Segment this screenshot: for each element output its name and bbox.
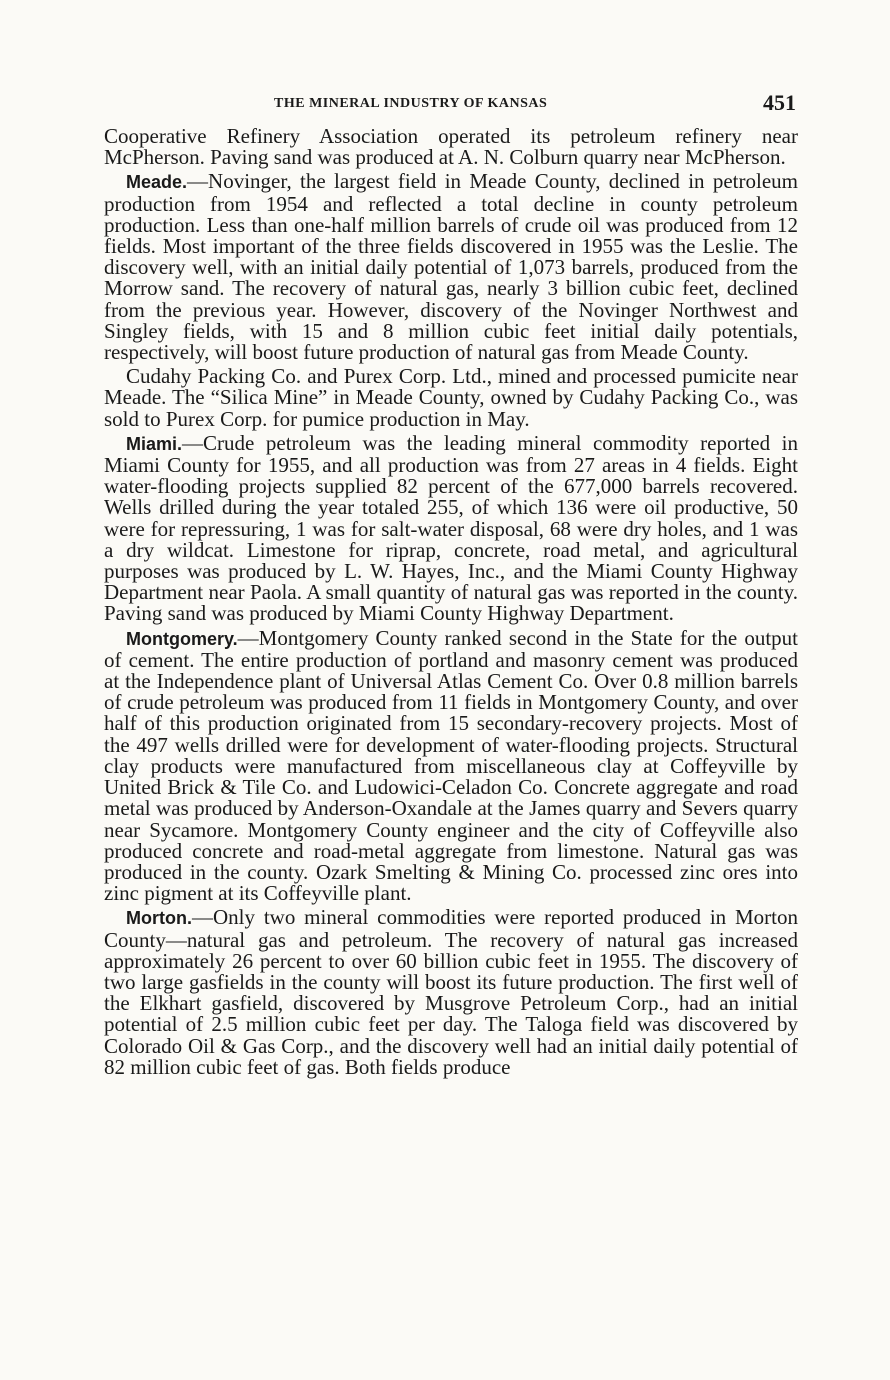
- paragraph-montgomery: [104, 625, 798, 906]
- county-heading-montgomery: Montgomery.: [126, 628, 238, 649]
- page-number: 451: [763, 90, 796, 115]
- county-heading-morton: Morton.: [126, 908, 192, 929]
- paragraph-morton: [104, 907, 798, 1078]
- running-title: THE MINERAL INDUSTRY OF KANSAS: [274, 96, 548, 111]
- paragraph-mcpherson-continued: [104, 126, 798, 168]
- paragraph-text: Cudahy Packing Co. and Purex Corp. Ltd., mined and processed pumicite near Meade. The “Silica Mine” in Meade County, owned by Cudahy Packing Co., was sold to Purex Corp. for pumice production in May.: [104, 364, 798, 431]
- paragraph-text: —Montgomery County ranked second in the State for the output of cement. The entire production of portland and masonry cement was produced at the Independence plant of Universal Atlas Cement Co. Over 0.8 million barrels of crude petroleum was produced from 11 fields in Montgomery County, and over half of this production originated from 15 secondary-recovery projects. Most of the 497 wells drilled were for development of water-flooding projects. Structural clay products were manufactured from miscellaneous clay at Coffeyville by United Brick & Tile Co. and Ludowici-Celadon Co. Concrete aggregate and road metal was produced by Anderson-Oxandale at the James quarry and Severs quarry near Sycamore. Montgomery County engineer and the city of Coffeyville also produced concrete and road-metal aggregate from limestone. Natural gas was produced in the county. Ozark Smelting & Mining Co. processed zinc ores into zinc pigment at its Coffeyville plant.: [104, 625, 798, 906]
- paragraph-text: —Novinger, the largest field in Meade County, declined in petroleum production from 1954 and reflected a total decline in county petroleum production. Less than one-half million barrels of crude oil was produced from 12 fields. Most important of the three fields discovered in 1955 was the Leslie. The discovery well, with an initial daily potential of 1,073 barrels, produced from the Morrow sand. The recovery of natural gas, nearly 3 billion cubic feet, declined from the previous year. However, discovery of the Novinger Northwest and Singley fields, with 15 and 8 million cubic feet initial daily potentials, respectively, will boost future production of natural gas from Meade County.: [104, 169, 798, 365]
- county-heading-miami: Miami.: [126, 433, 183, 454]
- paragraph-miami: [104, 430, 798, 626]
- county-heading-meade: Meade.: [126, 172, 188, 193]
- paragraph-text: —Crude petroleum was the leading mineral commodity reported in Miami County for 1955, and all production was from 27 areas in 4 fields. Eight water-flooding projects supplied 82 percent of the 677,000 barrels recovered. Wells drilled during the year totaled 255, of which 136 were oil productive, 50 were for repressuring, 1 was for salt-water disposal, 68 were dry holes, and 1 was a dry wildcat. Limestone for riprap, concrete, road metal, and agricultural purposes was produced by L. W. Hayes, Inc., and the Miami County Highway Department near Paola. A small quantity of natural gas was reported in the county. Paving sand was produced by Miami County Highway Department.: [104, 430, 798, 626]
- body-text: [104, 126, 798, 1078]
- paragraph-text: Cooperative Refinery Association operated its petroleum refinery near McPherson. Paving sand was produced at A. N. Colburn quarry near McPherson.: [104, 124, 798, 170]
- paragraph-text: —Only two mineral commodities were reported produced in Morton County—natural gas and petroleum. The recovery of natural gas increased approximately 26 percent to over 60 billion cubic feet in 1955. The discovery of two large gasfields in the county will boost its future production. The first well of the Elkhart gasfield, discovered by Musgrove Petroleum Corp., had an initial potential of 2.5 million cubic feet per day. The Taloga field was discovered by Colorado Oil & Gas Corp., and the discovery well had an initial daily potential of 82 million cubic feet of gas. Both fields produce: [104, 905, 798, 1079]
- paragraph-meade: [104, 171, 798, 363]
- paragraph-meade-pumicite: [104, 366, 798, 430]
- running-header: [104, 92, 798, 122]
